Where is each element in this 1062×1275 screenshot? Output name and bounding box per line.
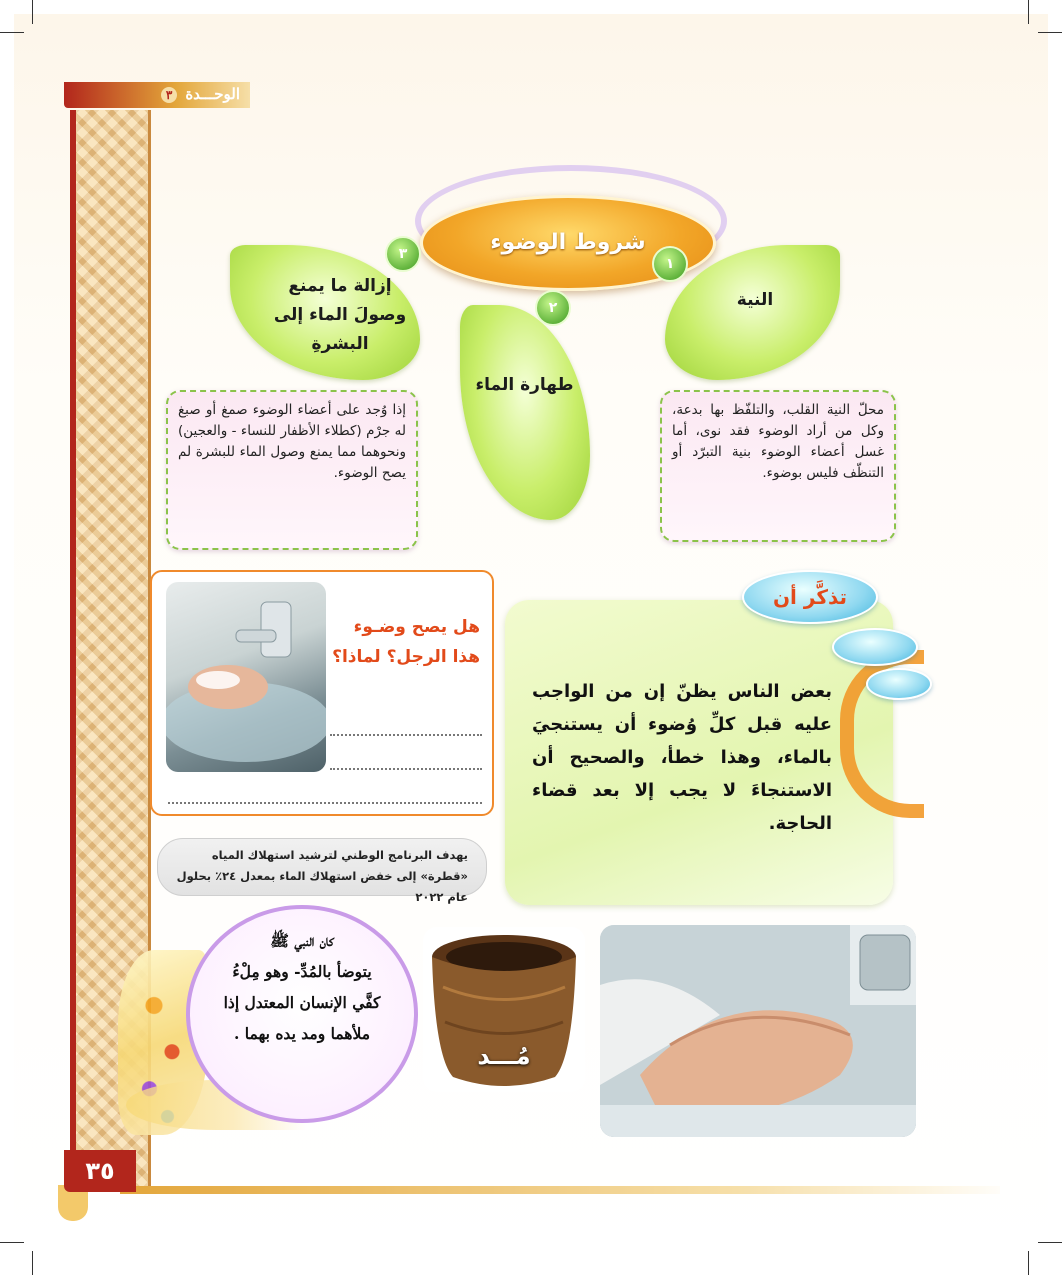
crop-mark <box>1038 32 1062 33</box>
bottom-bar <box>120 1186 1000 1194</box>
crop-mark <box>32 1251 33 1275</box>
crop-mark <box>0 32 24 33</box>
crop-mark <box>1038 1242 1062 1243</box>
crop-mark <box>0 1242 24 1243</box>
unit-label <box>158 85 240 103</box>
condition-number-2: ٢ <box>535 290 571 326</box>
answer-line[interactable] <box>168 802 482 804</box>
unit-header <box>64 82 250 108</box>
cloud-bubble <box>866 668 932 700</box>
remember-text: بعض الناس يظنّ إن من الواجب عليه قبل كلِّ وُضوء أن يستنجيَ بالماء، وهذا خطأ، والصحيح أن الاستنجاءَ لا يجب إلا بعد قضاء الحاجة. <box>532 681 832 834</box>
mudd-bowl-photo <box>423 927 585 1092</box>
crop-mark <box>32 0 33 24</box>
unit-number: ٣ <box>161 87 177 103</box>
bowl-label: مُـــد <box>477 1042 531 1070</box>
remember-title: تذكَّر أن <box>772 585 848 609</box>
hadith-line: ملأهما ومد يده بهما . <box>233 1024 371 1043</box>
faucet-illustration <box>166 582 326 772</box>
cloud-bubble <box>832 628 918 666</box>
crop-mark <box>1028 1251 1029 1275</box>
condition-label-3: إزالة ما يمنع وصولَ الماء إلى البشرةِ <box>273 276 407 354</box>
answer-line[interactable] <box>330 734 482 736</box>
hadith-line: يتوضأ بالمُدِّ- وهو مِلْءُ <box>232 962 372 981</box>
hadith-line: كفَّي الإنسان المعتدل إذا <box>223 993 381 1012</box>
hands-illustration <box>600 925 916 1137</box>
unit-label-text: الوحـــدة <box>185 85 240 103</box>
question-text: هل يصح وضـوء هذا الرجل؟ لماذا؟ <box>332 617 480 667</box>
washing-hands-photo <box>166 582 326 772</box>
condition-label-1: النية <box>736 290 774 310</box>
hadith-line: كان النبي ﷺ <box>270 931 334 950</box>
info-box-removal: إذا وُجد على أعضاء الوضوء صمغ أو صبغ له جرْم (كطلاء الأظفار للنساء - والعجين) ونحوهما مما يمنع وصول الماء للبشرة لم يصح الوضوء. <box>166 390 418 550</box>
cupped-hands-photo <box>600 925 916 1137</box>
answer-line[interactable] <box>330 768 482 770</box>
info-box-intention: محلّ النية القلب، والتلفّظ بها بدعة، وكل من أراد الوضوء فقد نوى، أما غسل أعضاء الوضوء بنية التبرّد أو التنظّف فليس بوضوء. <box>660 390 896 542</box>
condition-number-1: ١ <box>652 246 688 282</box>
page-number: ٣٥ <box>64 1150 136 1192</box>
crop-mark <box>1028 0 1029 24</box>
hadith-text <box>196 925 408 1049</box>
page-title: شروط الوضوء <box>490 230 646 255</box>
condition-label-2: طهارة الماء <box>475 375 574 395</box>
remember-title-cloud <box>742 570 878 624</box>
condition-number-3: ٣ <box>385 236 421 272</box>
water-program-note: يهدف البرنامج الوطني لترشيد استهلاك المياه «قطرة» إلى خفض استهلاك الماء بمعدل ٢٤٪ بحلول عام ٢٠٢٢ <box>157 838 487 896</box>
question-box <box>150 570 494 816</box>
